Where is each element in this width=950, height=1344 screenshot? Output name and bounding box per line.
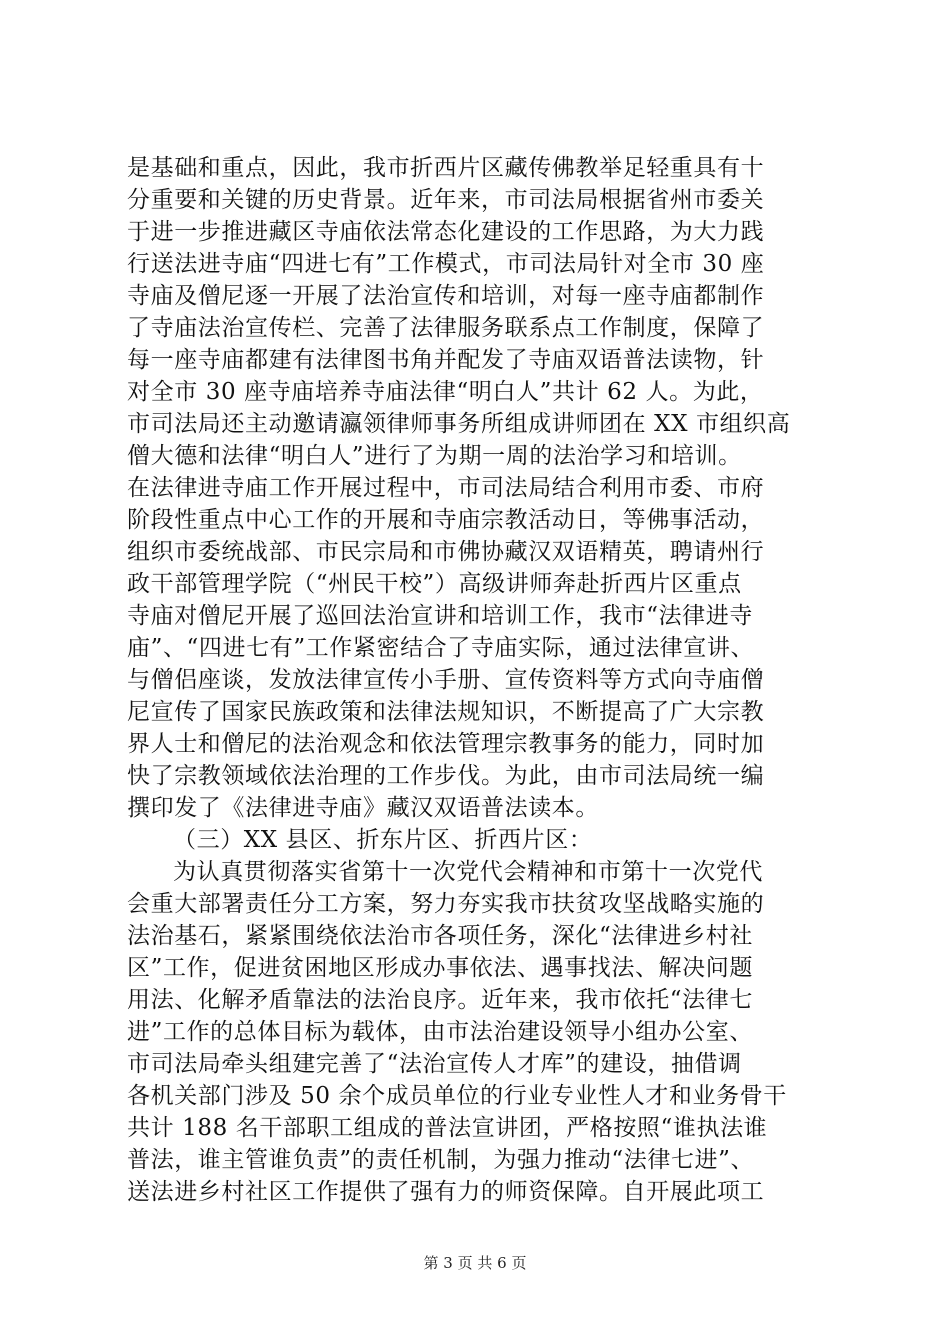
text-line: 政干部管理学院（“州民干校”）高级讲师奔赴折西片区重点 [127, 571, 742, 597]
body-text [127, 152, 827, 1208]
text-line: 市司法局还主动邀请瀛领律师事务所组成讲师团在 XX 市组织高 [127, 411, 791, 437]
text-line: 用法、化解矛盾靠法的法治良序。近年来，我市依托“法律七 [127, 987, 753, 1013]
text-line: 各机关部门涉及 50 余个成员单位的行业专业性人才和业务骨干 [127, 1083, 787, 1109]
text-line: 区”工作，促进贫困地区形成办事依法、遇事找法、解决问题 [127, 955, 753, 981]
text-line: 撰印发了《法律进寺庙》藏汉双语普法读本。 [127, 795, 599, 821]
text-line: 组织市委统战部、市民宗局和市佛协藏汉双语精英，聘请州行 [127, 539, 765, 565]
text-line: 界人士和僧尼的法治观念和依法管理宗教事务的能力，同时加 [127, 731, 765, 757]
text-line: 行送法进寺庙“四进七有”工作模式，市司法局针对全市 30 座 [127, 251, 765, 277]
text-line: 庙”、“四进七有”工作紧密结合了寺庙实际，通过法律宣讲、 [127, 635, 755, 661]
text-line: 送法进乡村社区工作提供了强有力的师资保障。自开展此项工 [127, 1179, 765, 1205]
text-line: 快了宗教领域依法治理的工作步伐。为此，由市司法局统一编 [127, 763, 765, 789]
text-line: 尼宣传了国家民族政策和法律法规知识，不断提高了广大宗教 [127, 699, 765, 725]
text-line: 阶段性重点中心工作的开展和寺庙宗教活动日，等佛事活动， [127, 507, 765, 533]
text-line: 寺庙及僧尼逐一开展了法治宣传和培训，对每一座寺庙都制作 [127, 283, 765, 309]
text-line: 在法律进寺庙工作开展过程中，市司法局结合利用市委、市府 [127, 475, 765, 501]
text-line: 为认真贯彻落实省第十一次党代会精神和市第十一次党代 [173, 859, 763, 885]
section-heading: （三）XX 县区、折东片区、折西片区： [173, 827, 593, 853]
text-line: 是基础和重点，因此，我市折西片区藏传佛教举足轻重具有十 [127, 155, 765, 181]
text-line: 每一座寺庙都建有法律图书角并配发了寺庙双语普法读物，针 [127, 347, 765, 373]
text-line: 了寺庙法治宣传栏、完善了法律服务联系点工作制度，保障了 [127, 315, 765, 341]
text-line: 共计 188 名干部职工组成的普法宣讲团，严格按照“谁执法谁 [127, 1115, 768, 1141]
text-line: 于进一步推进藏区寺庙依法常态化建设的工作思路，为大力践 [127, 219, 765, 245]
text-line: 进”工作的总体目标为载体，由市法治建设领导小组办公室、 [127, 1019, 753, 1045]
text-line: 会重大部署责任分工方案，努力夯实我市扶贫攻坚战略实施的 [127, 891, 765, 917]
text-line: 普法，谁主管谁负责”的责任机制，为强力推动“法律七进”、 [127, 1147, 755, 1173]
text-line: 寺庙对僧尼开展了巡回法治宣讲和培训工作，我市“法律进寺 [127, 603, 753, 629]
text-line: 僧大德和法律“明白人”进行了为期一周的法治学习和培训。 [127, 443, 742, 469]
text-line: 与僧侣座谈，发放法律宣传小手册、宣传资料等方式向寺庙僧 [127, 667, 765, 693]
page-number-footer: 第 3 页 共 6 页 [423, 1254, 527, 1272]
text-line: 市司法局牵头组建完善了“法治宣传人才库”的建设，抽借调 [127, 1051, 742, 1077]
text-line: 分重要和关键的历史背景。近年来，市司法局根据省州市委关 [127, 187, 765, 213]
text-line: 法治基石，紧紧围绕依法治市各项任务，深化“法律进乡村社 [127, 923, 753, 949]
text-line: 对全市 30 座寺庙培养寺庙法律“明白人”共计 62 人。为此， [127, 379, 764, 405]
